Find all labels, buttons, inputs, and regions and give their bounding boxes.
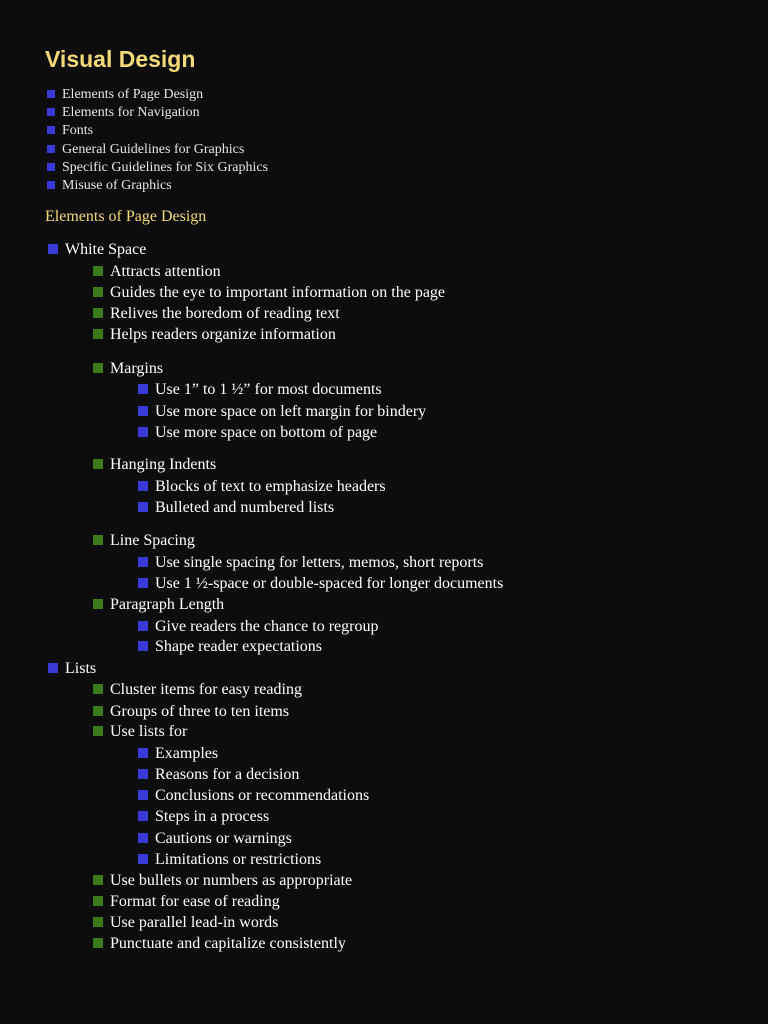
outline-item-label: Steps in a process xyxy=(155,808,270,825)
outline-item-label: Relives the boredom of reading text xyxy=(110,305,340,322)
outline-item-level-1 xyxy=(65,658,96,679)
square-bullet-icon xyxy=(138,833,148,843)
square-bullet-icon xyxy=(138,621,148,631)
outline-item-level-3 xyxy=(155,636,322,657)
outline-item-level-3 xyxy=(155,828,292,849)
square-bullet-icon xyxy=(48,244,58,254)
square-bullet-icon xyxy=(138,811,148,821)
square-bullet-icon xyxy=(93,329,103,339)
outline-item-label: Helps readers organize information xyxy=(110,326,336,343)
outline-item-label: Examples xyxy=(155,745,219,762)
outline-item-label: Groups of three to ten items xyxy=(110,703,290,720)
square-bullet-icon xyxy=(93,363,103,373)
outline-item-level-3 xyxy=(155,573,503,594)
toc-item-label: General Guidelines for Graphics xyxy=(62,141,245,157)
square-bullet-icon xyxy=(138,748,148,758)
page-title: Visual Design xyxy=(45,46,196,72)
outline-item-label: Limitations or restrictions xyxy=(155,851,322,868)
outline-item-level-3 xyxy=(155,849,321,870)
outline-item-level-2 xyxy=(110,679,302,700)
outline-item-level-3 xyxy=(155,616,378,637)
outline-item-level-1 xyxy=(65,239,146,260)
outline-item-level-2 xyxy=(110,358,163,379)
outline-item-label: Use 1” to 1 ½” for most documents xyxy=(155,381,382,398)
square-bullet-icon xyxy=(93,896,103,906)
outline-item-level-2 xyxy=(110,303,340,324)
outline-item-label: White Space xyxy=(65,241,147,258)
outline-item-level-2 xyxy=(110,933,346,954)
square-bullet-icon xyxy=(93,938,103,948)
outline-item-label: Paragraph Length xyxy=(110,596,225,613)
square-bullet-icon xyxy=(138,427,148,437)
square-bullet-icon xyxy=(93,266,103,276)
outline-item-level-3 xyxy=(155,476,386,497)
outline-item-label: Use 1 ½-space or double-spaced for longer documents xyxy=(155,575,504,592)
square-bullet-icon xyxy=(138,769,148,779)
outline-item-label: Use bullets or numbers as appropriate xyxy=(110,872,353,889)
outline-item-level-3 xyxy=(155,743,218,764)
outline-item-label: Bulleted and numbered lists xyxy=(155,499,335,516)
outline-item-level-2 xyxy=(110,530,195,551)
square-bullet-icon xyxy=(93,599,103,609)
square-bullet-icon xyxy=(48,663,58,673)
outline-item-label: Margins xyxy=(110,360,164,377)
outline-item-label: Conclusions or recommendations xyxy=(155,787,370,804)
outline-item-label: Attracts attention xyxy=(110,263,221,280)
outline-item-label: Hanging Indents xyxy=(110,456,217,473)
square-bullet-icon xyxy=(138,384,148,394)
outline-item-level-2 xyxy=(110,594,224,615)
square-bullet-icon xyxy=(93,287,103,297)
square-bullet-icon xyxy=(93,875,103,885)
square-bullet-icon xyxy=(93,459,103,469)
outline-item-level-3 xyxy=(155,422,377,443)
outline-item-label: Use more space on left margin for bindery xyxy=(155,403,427,420)
outline-item-level-2 xyxy=(110,721,187,742)
outline-item-label: Use parallel lead-in words xyxy=(110,914,279,931)
square-bullet-icon xyxy=(138,790,148,800)
outline-item-label: Cluster items for easy reading xyxy=(110,681,302,698)
outline-item-level-3 xyxy=(155,379,382,400)
square-bullet-icon xyxy=(138,557,148,567)
outline-item-level-2 xyxy=(110,282,445,303)
toc-item-label: Elements for Navigation xyxy=(62,105,200,121)
outline-item-level-2 xyxy=(110,324,336,345)
outline-item-level-2 xyxy=(110,912,278,933)
square-bullet-icon xyxy=(138,406,148,416)
square-bullet-icon xyxy=(93,706,103,716)
outline-item-label: Guides the eye to important information on the page xyxy=(110,284,446,301)
outline-item-label: Shape reader expectations xyxy=(155,638,323,655)
square-bullet-icon xyxy=(138,481,148,491)
outline-item-level-3 xyxy=(155,806,269,827)
outline-item-label: Use lists for xyxy=(110,723,188,740)
square-bullet-icon xyxy=(138,502,148,512)
square-bullet-icon xyxy=(93,308,103,318)
square-bullet-icon xyxy=(93,726,103,736)
outline-item-level-2 xyxy=(110,454,216,475)
outline-item-level-2 xyxy=(110,891,280,912)
toc-item-label: Specific Guidelines for Six Graphics xyxy=(62,159,269,175)
outline-item-level-2 xyxy=(110,870,352,891)
toc-item-label: Elements of Page Design xyxy=(62,87,204,102)
square-bullet-icon xyxy=(93,917,103,927)
outline-item-label: Lists xyxy=(65,660,97,677)
outline-item-level-3 xyxy=(155,552,483,573)
outline-item-label: Use more space on bottom of page xyxy=(155,424,378,441)
section-heading: Elements of Page Design xyxy=(45,208,207,225)
square-bullet-icon xyxy=(93,535,103,545)
outline-item-label: Punctuate and capitalize consistently xyxy=(110,935,346,952)
outline-item-label: Line Spacing xyxy=(110,532,195,549)
square-bullet-icon xyxy=(138,854,148,864)
square-bullet-icon xyxy=(138,578,148,588)
square-bullet-icon xyxy=(93,684,103,694)
outline-item-level-3 xyxy=(155,497,334,518)
outline-item-label: Format for ease of reading xyxy=(110,893,280,910)
toc-item-label: Misuse of Graphics xyxy=(62,177,172,193)
outline-item-level-2 xyxy=(110,701,289,722)
outline-item-label: Blocks of text to emphasize headers xyxy=(155,478,386,495)
toc-item-label: Fonts xyxy=(62,123,94,139)
outline-item-level-3 xyxy=(155,401,426,422)
outline-item-label: Give readers the chance to regroup xyxy=(155,618,379,635)
square-bullet-icon xyxy=(138,641,148,651)
outline-item-level-2 xyxy=(110,261,221,282)
outline-item-level-3 xyxy=(155,785,369,806)
outline-item-label: Cautions or warnings xyxy=(155,830,292,847)
outline-item-level-3 xyxy=(155,764,299,785)
outline-item-label: Reasons for a decision xyxy=(155,766,300,783)
outline-item-label: Use single spacing for letters, memos, short reports xyxy=(155,554,484,571)
